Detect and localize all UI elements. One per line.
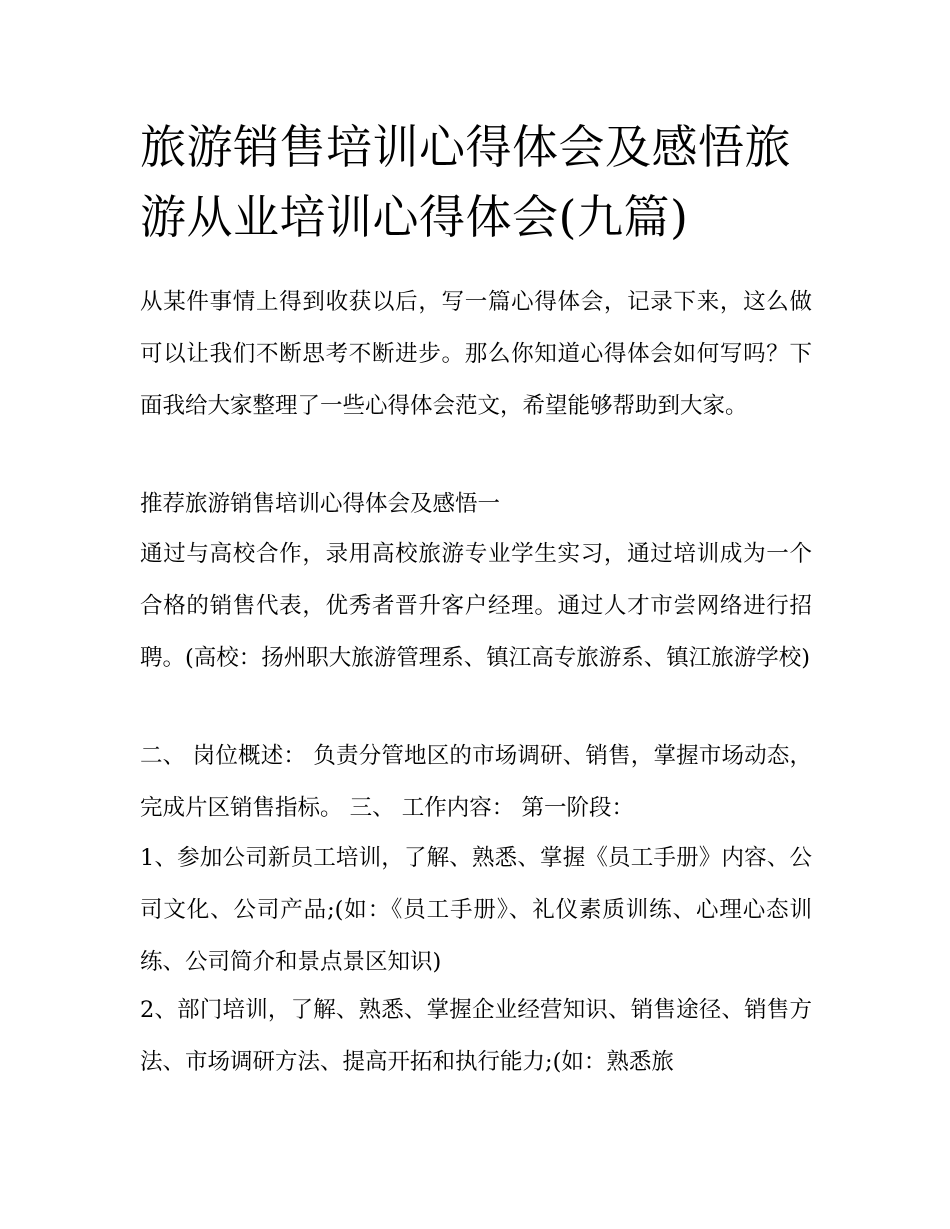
body-paragraph-3: 1、参加公司新员工培训，了解、熟悉、掌握《员工手册》内容、公司文化、公司产品;(如：《员工手册》、礼仪素质训练、心理心态训练、公司简介和景点景区知识): [140, 845, 812, 975]
document-title: 旅游销售培训心得体会及感悟旅游从业培训心得体会(九篇): [140, 120, 791, 244]
section-heading: 推荐旅游销售培训心得体会及感悟一: [140, 491, 501, 517]
intro-paragraph: 从某件事情上得到收获以后，写一篇心得体会，记录下来，这么做可以让我们不断思考不断进步。那么你知道心得体会如何写吗？下面我给大家整理了一些心得体会范文，希望能够帮助到大家。: [140, 289, 812, 419]
body-paragraph-2: 二、 岗位概述： 负责分管地区的市场调研、销售，掌握市场动态，完成片区销售指标。 三、 工作内容： 第一阶段：: [140, 743, 812, 821]
body-paragraph-1: 通过与高校合作，录用高校旅游专业学生实习，通过培训成为一个合格的销售代表，优秀者晋升客户经理。通过人才市尝网络进行招聘。(高校：扬州职大旅游管理系、镇江高专旅游系、镇江旅游学校): [140, 541, 812, 671]
body-paragraph-4: 2、部门培训，了解、熟悉、掌握企业经营知识、销售途径、销售方法、市场调研方法、提高开拓和执行能力;(如：熟悉旅: [140, 997, 812, 1075]
